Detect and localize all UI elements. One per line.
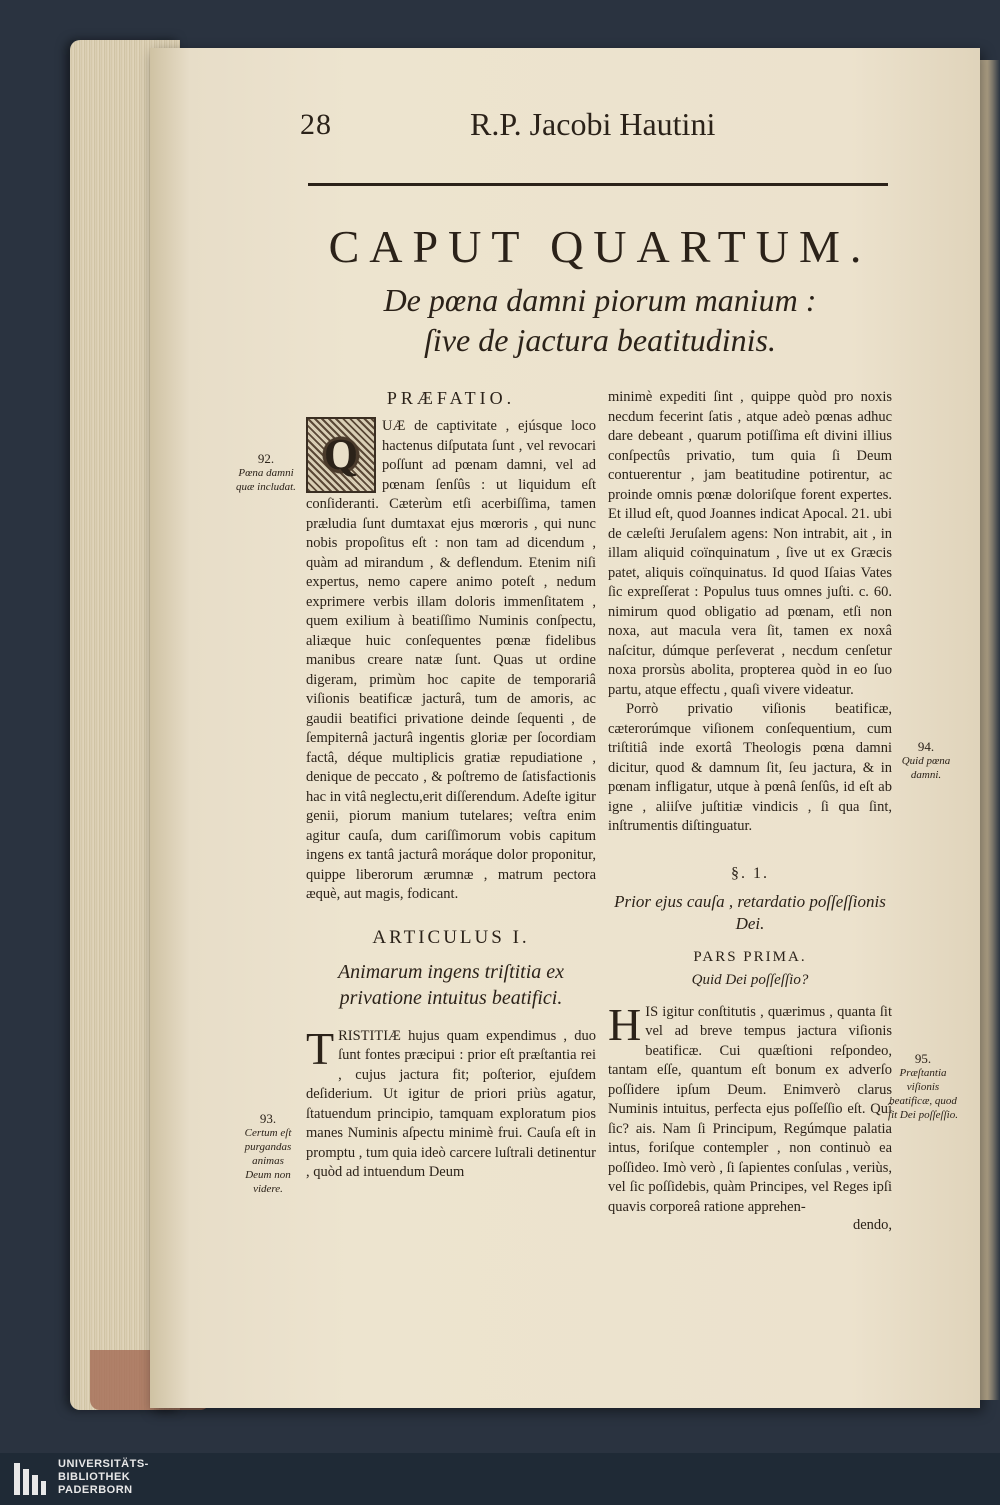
- articulus-heading: ARTICULUS I.: [372, 926, 530, 948]
- library-name-line1: UNIVERSITÄTS-: [58, 1458, 149, 1470]
- margin-note-93: [238, 1112, 298, 1196]
- margin-note-number: 94.: [917, 739, 935, 754]
- praefatio-text: UÆ de captivitate , ejúsque loco hactenus diſputata ſunt , vel revocari poſſunt ad pœnam damni, vel ad pœnam ſenſûs : ut liquidum eſt conſideranti. Cæterùm etſi acerbiſſima, tamen præludia ſunt dumtaxat ejus mœroris , qui nunc nobis propoſitus eſt : non tam ad dicendum , quàm ad mirandum , & deflendum. Etenim niſi expertus, nemo capere animo poteſt , nedum exprimere verbis illam doloris immenſitatem , quem exilium à beatiſſimo Numinis conſpectu, aliæque huic conſequentes pœnæ fidelibus manibus creare natæ ſunt. Quas ut ordine digeram, primùm hoc capite de temporariâ viſionis beatificæ jacturâ, tum de amoris, ac gaudii beatifici privatione deinde ſequenti , de ſempiternâ jacturâ ingentis gloriæ per ſocordiam factâ, déque multiplicis gratiæ repudiatione , denique de peccato , & poſtremo de ſatisfactionis hac in vitâ neglectu,erit diſſerendum. Adeſte igitur genii, piorum manium tutelares; veſtra enim agitur cauſa, dum cariſſimorum vobis capitum ingens ex tantâ jacturâ moráque dolor proponitur, quippe liberorum ærumnæ , matrum pectora æquè, aut magis, fodicant.: [306, 418, 596, 902]
- page-header: [300, 108, 890, 148]
- his-text: IS igitur conſtitutis , quærimus , quanta ſit vel ad breve tempus jactura viſionis beatificæ. Cui quæſtioni reſpondeo, tantam eſſe, quantum eſt bonum ex adverſo poſſidere ipſum Deum. Enimverò clarus Numinis intuitus, perfecta ejus poſſeſſio eſt. Quî ſic? ais. Nam ſi Principum, Regúmque palatia intus, foriſque contempler , non continuò ea poſſideo. Imò verò , ſi ſapientes conſulas , veriùs, vel ſic poſſidebis, quàm Principes, vel Reges ipſi quavis corporeâ ratione apprehen-: [608, 1003, 892, 1215]
- running-title: R.P. Jacobi Hautini: [470, 106, 716, 142]
- library-name-line3: PADERBORN: [58, 1484, 133, 1496]
- left-column: [306, 388, 596, 1183]
- praefatio-heading: PRÆFATIO.: [386, 388, 516, 408]
- catchword: dendo,: [852, 1217, 892, 1233]
- praefatio-paragraph: [306, 417, 596, 905]
- margin-note-text: Quid pœna damni.: [901, 755, 951, 781]
- chapter-subtitle-line2: ſive de jactura beatitudinis.: [424, 322, 776, 358]
- right-paragraph-2: Porrò privatio viſionis beatificæ, cæterorúmque viſionem conſequentium, cum triſtitiâ inde exortâ Theologis pœna damni dicitur, quod & damnum ſit, ſeu jactura, & in pœnam infligatur, utque à pœnâ ſenſûs, id eſt ab igne , aliiſve juſtitiæ vindicis , ſi qua ſint, inſtrumentis diſtinguatur.: [608, 701, 892, 834]
- margin-note-number: 92.: [257, 451, 275, 466]
- library-footer: [0, 1453, 1000, 1505]
- right-paragraph-1: minimè expediti ſint , quippe quòd pro noxis necdum fecerint ſatis , atque adeò pœnas adhuc dare debeant , quarum potiſſima eſt divini illius conſpectûs privatio, tum quia ſi Deum contuerentur , jam beatitudine potirentur, ac proinde omnis pœnæ doloriſque forent expertes. Et illud eſt, quod Joannes indicat Apocal. 21. ubi de cæleſti Jeruſalem agens: Non intrabit, ait , in illam aliquid coïnquinatum , ſive ut ex Græcis patet, aliquis coïnquinatus. Id quod Iſaias Vates ſic expreſſerat : Populus tuus omnes juſti. c. 60. nimirum quod obligatio ad pœnam, etſi non noxa, aut macula vera ſit, tamen ex noxâ naſcitur, dúmque perſeverat , necdum cenſetur noxa prorsùs abolita, propterea quòd in eo ſuo partu, atque effectu , quaſi vivere videatur.: [608, 389, 892, 698]
- pars-prima-heading: PARS PRIMA.: [693, 948, 807, 965]
- library-name-line2: BIBLIOTHEK: [58, 1471, 131, 1483]
- margin-note-94: [894, 740, 958, 782]
- articulus-title: Animarum ingens triſtitia ex privatione intuitus beatifici.: [337, 960, 565, 1009]
- his-paragraph: [608, 998, 892, 1218]
- section-number: §. 1.: [731, 864, 769, 882]
- quid-heading: Quid Dei poſſeſſio?: [691, 971, 809, 988]
- tristitia-paragraph: [306, 1022, 596, 1183]
- margin-note-text: Præſtantia viſionis beatificæ, quod ſit Dei poſſeſſio.: [888, 1067, 958, 1121]
- chapter-title: CAPUT QUARTUM.: [328, 221, 872, 272]
- tristitia-text: RISTITIÆ hujus quam expendimus , duo ſunt fontes præcipui : prior eſt præſtantia rei , cujus jactura fit; poſterior, ejuſdem deſiderium. Ut igitur de priori priùs agatur, ſtatuendum principio, tamquam exploratum pios manes Numinis aſpectu minimè frui. Cauſa eſt in promptu , tum quia ideò carcere luſtrali detinentur , quòd ad intuendum Deum: [306, 1027, 596, 1180]
- margin-note-text: Certum eſt purgandas animas Deum non videre.: [244, 1127, 292, 1195]
- margin-note-92: [236, 452, 296, 494]
- margin-note-text: Pœna damni quæ includat.: [236, 467, 296, 493]
- right-column: [608, 388, 892, 1234]
- header-rule: [308, 183, 888, 186]
- page-number: 28: [300, 108, 332, 141]
- library-logo-icon: [12, 1461, 48, 1497]
- library-name: [58, 1458, 149, 1497]
- drop-initial: H: [608, 998, 642, 1050]
- margin-note-number: 95.: [914, 1051, 932, 1066]
- margin-note-number: 93.: [259, 1111, 277, 1126]
- decorated-initial: Q: [306, 417, 376, 493]
- drop-initial: T: [306, 1022, 335, 1074]
- chapter-subtitle-line1: De pœna damni piorum manium :: [383, 282, 817, 318]
- margin-note-95: [888, 1052, 958, 1122]
- section-title: Prior ejus cauſa , retardatio poſſeſſionis Dei.: [614, 891, 886, 933]
